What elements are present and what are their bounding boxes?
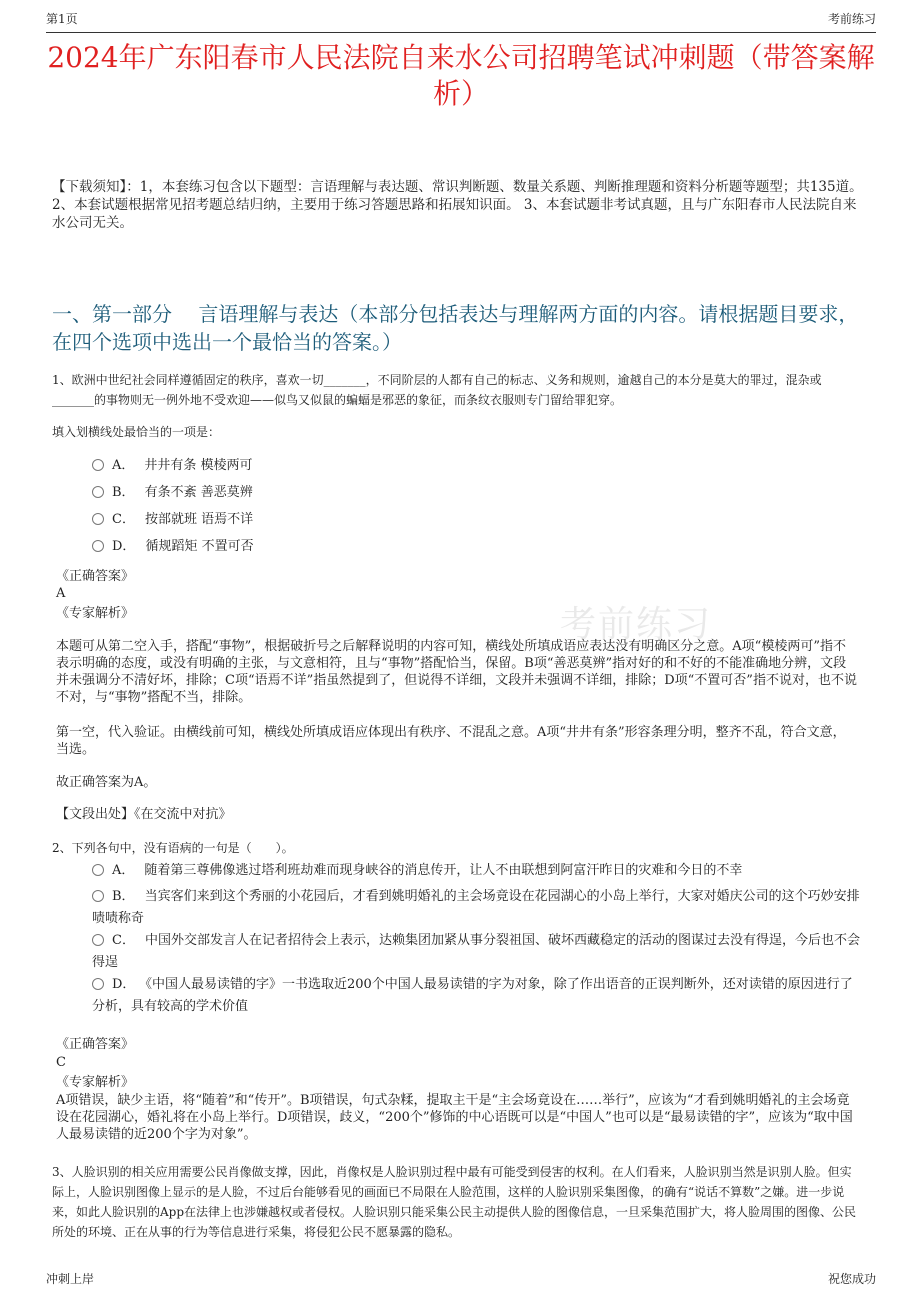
- question-2-option-d[interactable]: D． 《中国人最易读错的字》一书选取近200个中国人最易读错的字为对象，除了作出语音的正误判断外，还对读错的原因进行了分析，具有较高的学术价值: [92, 977, 853, 1014]
- page-header: [46, 10, 876, 33]
- answer-value: A: [56, 586, 66, 601]
- analysis-conclusion: 故正确答案为A。: [56, 775, 157, 790]
- question-3-stem: 3、人脸识别的相关应用需要公民肖像做支撑，因此，肖像权是人脸识别过程中最有可能受到侵害的权利。在人们看来，人脸识别当然是识别人脸。但实际上，人脸识别图像上显示的是人脸，不过后台能够看见的画面已不局限在人脸范围，这样的人脸识别采集图像，的确有“说话不算数”之嫌。进一步说来，如此人脸识别的App在法律上也涉嫌越权或者侵权。人脸识别只能采集公民主动提供人脸的图像信息，一旦采集范围扩大，将人脸周围的图像、公民所处的环境、正在从事的行为等信息进行采集，将侵犯公民不愿暴露的隐私。: [52, 1165, 857, 1239]
- radio-icon[interactable]: [92, 513, 104, 525]
- question-1-option-c[interactable]: C． 按部就班 语焉不详: [92, 509, 860, 531]
- header-tag: 考前练习: [827, 12, 876, 26]
- analysis-label: 《专家解析》: [56, 1075, 135, 1090]
- question-1-option-a[interactable]: A． 井井有条 模棱两可: [92, 455, 860, 477]
- radio-icon[interactable]: [92, 864, 104, 876]
- download-notice: 【下载须知】：1，本套练习包含以下题型：言语理解与表达题、常识判断题、数量关系题、判断推理题和资料分析题等题型；共135道。 2、本套试题根据常见招考题总结归纳，主要用于练习答题思路和拓展知识面。 3、本套试题非考试真题，且与广东阳春市人民法院自来水公司无关。: [52, 179, 863, 231]
- question-1-prompt: 填入划横线处最恰当的一项是：: [52, 425, 221, 439]
- question-2-option-a[interactable]: A． 随着第三尊佛像逃过塔利班劫难而现身峡谷的消息传开，让人不由联想到阿富汗昨日的灾难和今日的不幸: [92, 860, 860, 882]
- answer-label: 《正确答案》: [56, 569, 135, 584]
- question-2-option-c[interactable]: C． 中国外交部发言人在记者招待会上表示，达赖集团加紧从事分裂祖国、破坏西藏稳定的活动的图谋过去没有得逞，今后也不会得逞: [92, 933, 860, 970]
- answer-value: C: [56, 1055, 66, 1070]
- footer-right: 祝您成功: [827, 1272, 876, 1286]
- radio-icon[interactable]: [92, 934, 104, 946]
- radio-icon[interactable]: [92, 890, 104, 902]
- page-number: 第1页: [46, 12, 78, 26]
- document-title: 2024年广东阳春市人民法院自来水公司招聘笔试冲刺题（带答案解析）: [47, 41, 875, 110]
- question-2-stem: 2、下列各句中，没有语病的一句是（ ）。: [52, 841, 294, 855]
- analysis-label: 《专家解析》: [56, 606, 135, 621]
- question-1-option-d[interactable]: D． 循规蹈矩 不置可否: [92, 536, 860, 558]
- analysis-paragraph: 本题可从第二空入手，搭配“事物”，根据破折号之后解释说明的内容可知，横线处所填成语应表达没有明确区分之意。A项“模棱两可”指不表示明确的态度，或没有明确的主张，与文意相符，且与“事物”搭配恰当，保留。B项“善恶莫辨”指对好的和不好的不能准确地分辨，文段并未强调分不清好坏，排除；C项“语焉不详”指虽然提到了，但说得不详细，文段并未强调不详细，排除；D项“不置可否”指不说对，也不说不对，与“事物”搭配不当，排除。: [56, 639, 857, 705]
- question-1-option-b[interactable]: B． 有条不紊 善恶莫辨: [92, 482, 860, 504]
- page-footer: [46, 1270, 876, 1287]
- radio-icon[interactable]: [92, 540, 104, 552]
- question-1-stem: 1、欧洲中世纪社会同样遵循固定的秩序，喜欢一切_______，不同阶层的人都有自己的标志、义务和规则，逾越自己的本分是莫大的罪过，混杂或_______的事物则无一例外地不受欢迎——似鸟又似鼠的蝙蝠是邪恶的象征，而条纹衣服则专门留给罪犯穿。: [52, 373, 822, 407]
- answer-label: 《正确答案》: [56, 1037, 135, 1052]
- radio-icon[interactable]: [92, 459, 104, 471]
- section-title: 一、第一部分 言语理解与表达（本部分包括表达与理解两方面的内容。请根据题目要求，在四个选项中选出一个最恰当的答案。）: [52, 302, 859, 354]
- footer-left: 冲刺上岸: [46, 1272, 95, 1286]
- radio-icon[interactable]: [92, 978, 104, 990]
- watermark: 考前练习: [560, 604, 713, 645]
- source-note: 【文段出处】《在交流中对抗》: [56, 807, 232, 822]
- analysis-paragraph: A项错误，缺少主语，将“随着”和“传开”。B项错误，句式杂糅，提取主干是“主会场竟设在……举行”，应该为“才看到姚明婚礼的主会场竟设在花园湖心，婚礼将在小岛上举行。D项错误，歧义，“200个”修饰的中心语既可以是“中国人”也可以是“最易读错的字”，应该为“取中国人最易读错的近200个字为对象”。: [56, 1093, 853, 1142]
- analysis-paragraph: 第一空，代入验证。由横线前可知，横线处所填成语应体现出有秩序、不混乱之意。A项“井井有条”形容条理分明，整齐不乱，符合文意，当选。: [56, 725, 846, 757]
- radio-icon[interactable]: [92, 486, 104, 498]
- question-2-option-b[interactable]: B． 当宾客们来到这个秀丽的小花园后，才看到姚明婚礼的主会场竟设在花园湖心的小岛上举行，大家对婚庆公司的这个巧妙安排啧啧称奇: [92, 889, 860, 926]
